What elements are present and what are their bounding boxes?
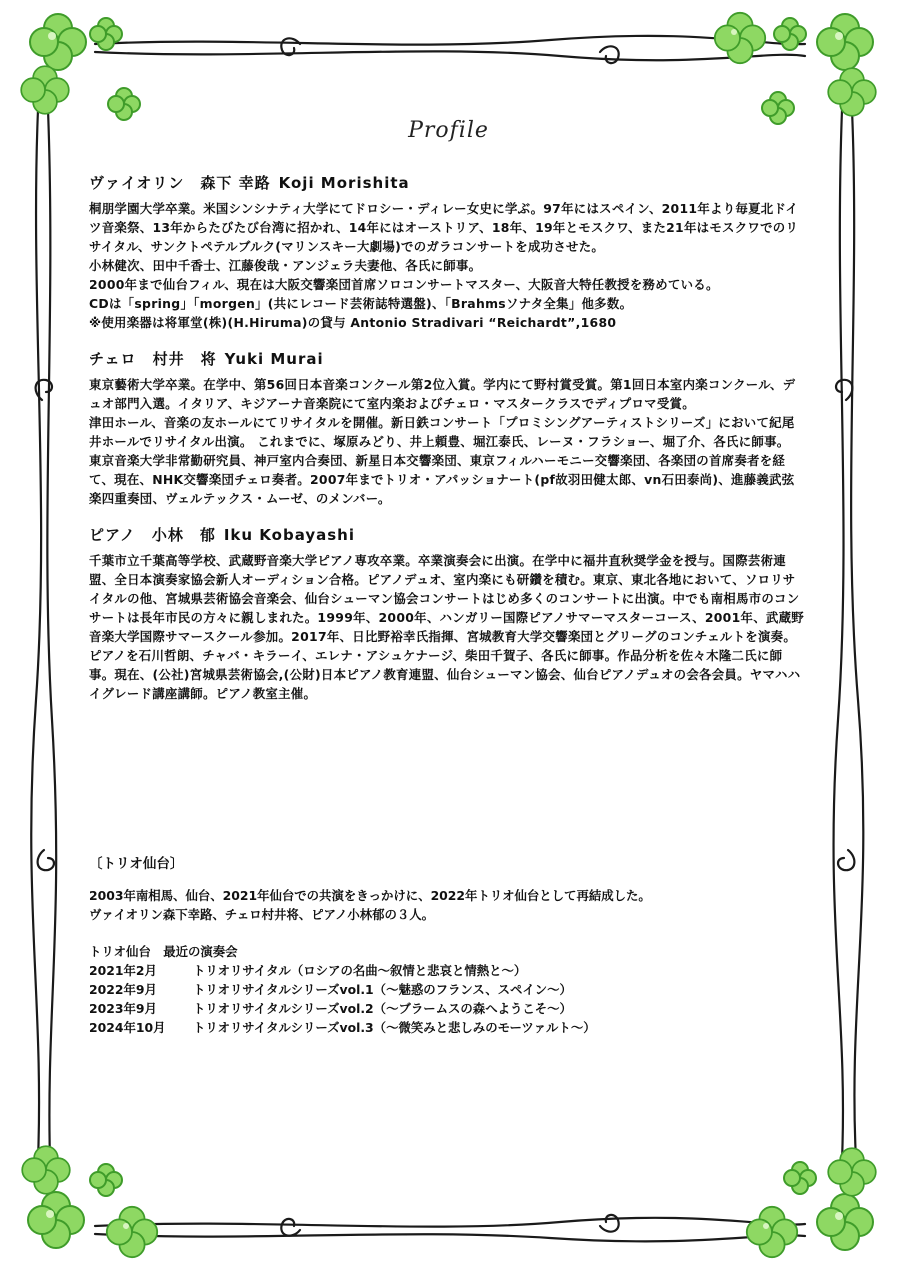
page-title: Profile: [408, 118, 489, 143]
bio-paragraph: 東京藝術大学卒業。在学中、第56回日本音楽コンクール第2位入賞。学内にて野村賞受賞。第1回日本室内楽コンクール、デュオ部門入選。イタリア、キジアーナ音楽院にて室内楽およびチェロ・マスタークラスでディプロマ受賞。: [89, 377, 796, 411]
concert-date: 2024年10月: [89, 1020, 166, 1035]
musician-romaji: Iku Kobayashi: [223, 526, 355, 544]
trio-description: ヴァイオリン森下幸路、チェロ村井将、ピアノ小林郁の３人。: [89, 907, 435, 922]
cello-profile: [89, 348, 805, 508]
musician-romaji: Yuki Murai: [224, 350, 324, 368]
concert-history-title: トリオ仙台 最近の演奏会: [89, 944, 238, 959]
musician-name: 小林 郁: [151, 526, 216, 544]
bio-paragraph: ※使用楽器は将軍堂(株)(H.Hiruma)の貸与 Antonio Stradivari “Reichardt”,1680: [89, 315, 617, 330]
concert-row: [89, 980, 805, 999]
concert-event: トリオリサイタルシリーズvol.1（～魅惑のフランス、スペイン～）: [193, 982, 572, 997]
trio-description: 2003年南相馬、仙台、2021年仙台での共演をきっかけに、2022年トリオ仙台として再結成した。: [89, 888, 651, 903]
trio-title: 〔トリオ仙台〕: [89, 856, 184, 872]
trio-sendai-section: [89, 852, 805, 1037]
musician-name: 森下 幸路: [200, 174, 271, 192]
concert-date: 2022年9月: [89, 982, 157, 997]
bio-paragraph: 津田ホール、音楽の友ホールにてリサイタルを開催。新日鉄コンサート「プロミシングアーティストシリーズ」において紀尾井ホールでリサイタル出演。 これまでに、塚原みどり、井上頼豊、堀江泰氏、レーヌ・フラショー、堀了介、各氏に師事。 東京音楽大学非常勤研究員、神戸室内合奏団、新星日本交響楽団、東京フィルハーモニー交響楽団、各楽団の首席奏者を経て、現在、NHK交響楽団チェロ奏者。2007年までトリオ・アパッショナート(pf故羽田健太郎、vn石田泰尚)、進藤義武弦楽四重奏団、ヴェルテックス・ムーゼ、のメンバー。: [89, 415, 795, 506]
piano-profile: [89, 524, 805, 703]
concert-date: 2021年2月: [89, 963, 157, 978]
concert-event: トリオリサイタルシリーズvol.2（～ブラームスの森へようこそ～）: [193, 1001, 572, 1016]
concert-row: [89, 961, 805, 980]
concert-event: トリオリサイタル（ロシアの名曲～叙情と悲哀と情熱と～）: [193, 963, 527, 978]
musician-romaji: Koji Morishita: [278, 174, 410, 192]
musician-name: 村井 将: [152, 350, 217, 368]
section-heading: [89, 172, 805, 193]
bio-paragraph: 小林健次、田中千香士、江藤俊哉・アンジェラ夫妻他、各氏に師事。: [89, 258, 482, 273]
instrument-label: ピアノ: [89, 526, 136, 544]
concert-row: [89, 1018, 805, 1037]
concert-date: 2023年9月: [89, 1001, 157, 1016]
profile-content: [89, 172, 805, 719]
section-heading: [89, 524, 805, 545]
bio-paragraph: 2000年まで仙台フィル、現在は大阪交響楽団首席ソロコンサートマスター、大阪音大特任教授を務めている。: [89, 277, 719, 292]
section-heading: [89, 348, 805, 369]
concert-row: [89, 999, 805, 1018]
violin-profile: [89, 172, 805, 332]
bio-paragraph: 桐朋学園大学卒業。米国シンシナティ大学にてドロシー・ディレー女史に学ぶ。97年にはスペイン、2011年より毎夏北ドイツ音楽祭、13年からたびたび台湾に招かれ、14年にはオーストリア、18年、19年とモスクワ、また21年はモスクワでのリサイタル、サンクトペテルブルク(マリンスキー大劇場)でのガラコンサートを成功させた。: [89, 201, 799, 254]
instrument-label: チェロ: [89, 350, 137, 368]
concert-event: トリオリサイタルシリーズvol.3（～微笑みと悲しみのモーツァルト～）: [193, 1020, 596, 1035]
instrument-label: ヴァイオリン: [89, 174, 185, 192]
bio-paragraph: 千葉市立千葉高等学校、武蔵野音楽大学ピアノ専攻卒業。卒業演奏会に出演。在学中に福井直秋奨学金を授与。国際芸術連盟、全日本演奏家協会新人オーディション合格。ピアノデュオ、室内楽にも研鑽を積む。東京、東北各地において、ソロリサイタルの他、宮城県芸術協会音楽会、仙台シューマン協会コンサートはじめ多くのコンサートに出演。中でも南相馬市のコンサートは長年市民の方々に親しまれた。1999年、2000年、ハンガリー国際ピアノサマーマスターコース、2001年、武蔵野音楽大学国際サマースクール参加。2017年、日比野裕幸氏指揮、宮城教育大学交響楽団とグリーグのコンチェルトを演奏。ピアノを石川哲朗、チャバ・キラーイ、エレナ・アシュケナージ、柴田千賀子、各氏に師事。作品分析を佐々木隆二氏に師事。現在、(公社)宮城県芸術協会,(公財)日本ピアノ教育連盟、仙台シューマン協会、仙台ピアノデュオの会各会員。ヤマハハイグレード講座講師。ピアノ教室主催。: [89, 553, 804, 701]
bio-paragraph: CDは「spring」「morgen」(共にレコード芸術誌特選盤)、「Brahmsソナタ全集」他多数。: [89, 296, 633, 311]
